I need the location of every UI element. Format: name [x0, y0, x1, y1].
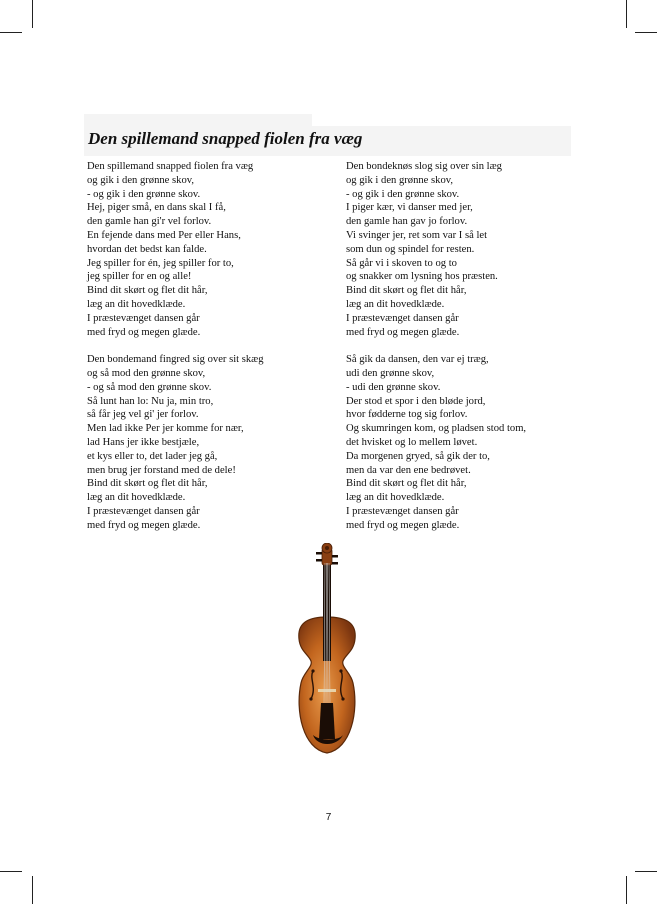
lyric-line: En fejende dans med Per eller Hans, [87, 229, 241, 241]
lyric-line: Vi svinger jer, ret som var I så let [346, 229, 488, 241]
lyric-line: jeg spiller for en og alle! [87, 271, 192, 283]
lyric-line: Bind dit skørt og flet dit hår, [346, 478, 467, 490]
lyric-line: udi den grønne skov, [346, 367, 435, 379]
crop-mark [626, 0, 627, 28]
lyric-line: hvordan det bedst kan falde. [87, 243, 207, 255]
lyric-line: I præstevænget dansen går [87, 505, 200, 517]
lyric-line: læg an dit hovedklæde. [87, 298, 186, 310]
stanza [87, 353, 332, 532]
lyric-line: den gamle han gi'r vel forlov. [87, 216, 212, 228]
crop-mark [635, 32, 657, 33]
lyric-line: Den bondemand fingred sig over sit skæg [87, 354, 264, 366]
lyric-line: læg an dit hovedklæde. [346, 492, 445, 504]
lyric-line: så får jeg vel gi' jer forlov. [87, 409, 199, 421]
lyric-line: Den bondeknøs slog sig over sin læg [346, 161, 502, 172]
lyric-line: som dun og spindel for resten. [346, 243, 475, 255]
lyric-line: den gamle han gav jo forlov. [346, 216, 468, 228]
crop-mark [626, 876, 627, 904]
lyric-line: Og skumringen kom, og pladsen stod tom, [346, 423, 527, 435]
lyric-line: og gik i den grønne skov, [346, 174, 454, 186]
lyric-line: et kys eller to, det lader jeg gå, [87, 450, 218, 462]
stanza [346, 353, 591, 532]
lyric-line: Bind dit skørt og flet dit hår, [346, 285, 467, 297]
lyric-line: Hej, piger små, en dans skal I få, [87, 202, 226, 214]
crop-mark [635, 871, 657, 872]
lyrics-left-column [87, 160, 332, 546]
song-title: Den spillemand snapped fiolen fra væg [88, 129, 363, 148]
violin-icon [289, 543, 365, 765]
crop-mark [32, 876, 33, 904]
lyric-line: med fryd og megen glæde. [87, 519, 201, 531]
lyric-line: men brug jer forstand med de dele! [87, 464, 236, 476]
lyric-line: Men lad ikke Per jer komme for nær, [87, 423, 244, 435]
lyric-line: I præstevænget dansen går [87, 312, 200, 324]
page-number: 7 [325, 812, 332, 823]
lyric-line: I præstevænget dansen går [346, 312, 459, 324]
stanza [346, 160, 591, 339]
lyric-line: I præstevænget dansen går [346, 505, 459, 517]
lyric-line: Så gik da dansen, den var ej træg, [346, 354, 489, 366]
lyric-line: læg an dit hovedklæde. [346, 298, 445, 310]
crop-mark [0, 871, 22, 872]
lyric-line: Jeg spiller for én, jeg spiller for to, [87, 257, 234, 269]
lyric-line: og så mod den grønne skov, [87, 367, 206, 379]
lyric-line: Bind dit skørt og flet dit hår, [87, 285, 208, 297]
crop-mark [0, 32, 22, 33]
lyric-line: Da morgenen gryed, så gik der to, [346, 450, 490, 462]
crop-mark [32, 0, 33, 28]
lyric-line: Der stod et spor i den bløde jord, [346, 395, 486, 407]
lyric-line: - udi den grønne skov. [346, 381, 441, 393]
lyric-line: Så går vi i skoven to og to [346, 257, 457, 269]
lyric-line: det hvisket og lo mellem løvet. [346, 436, 478, 448]
stanza [87, 160, 332, 339]
lyric-line: Den spillemand snapped fiolen fra væg [87, 161, 254, 172]
lyrics-right-column [346, 160, 591, 546]
lyric-line: Så lunt han lo: Nu ja, min tro, [87, 395, 214, 407]
lyric-line: lad Hans jer ikke bestjæle, [87, 436, 200, 448]
lyric-line: - og gik i den grønne skov. [87, 188, 201, 200]
lyric-line: men da var den ene bedrøvet. [346, 464, 471, 476]
lyric-line: og snakker om lysning hos præsten. [346, 271, 498, 283]
lyric-line: læg an dit hovedklæde. [87, 492, 186, 504]
lyric-line: med fryd og megen glæde. [87, 326, 201, 338]
lyric-line: I piger kær, vi danser med jer, [346, 202, 473, 214]
lyric-line: - og gik i den grønne skov. [346, 188, 460, 200]
lyric-line: med fryd og megen glæde. [346, 519, 460, 531]
lyric-line: Bind dit skørt og flet dit hår, [87, 478, 208, 490]
lyric-line: med fryd og megen glæde. [346, 326, 460, 338]
lyric-line: - og så mod den grønne skov. [87, 381, 212, 393]
lyric-line: hvor fødderne tog sig forlov. [346, 409, 468, 421]
lyric-line: og gik i den grønne skov, [87, 174, 195, 186]
